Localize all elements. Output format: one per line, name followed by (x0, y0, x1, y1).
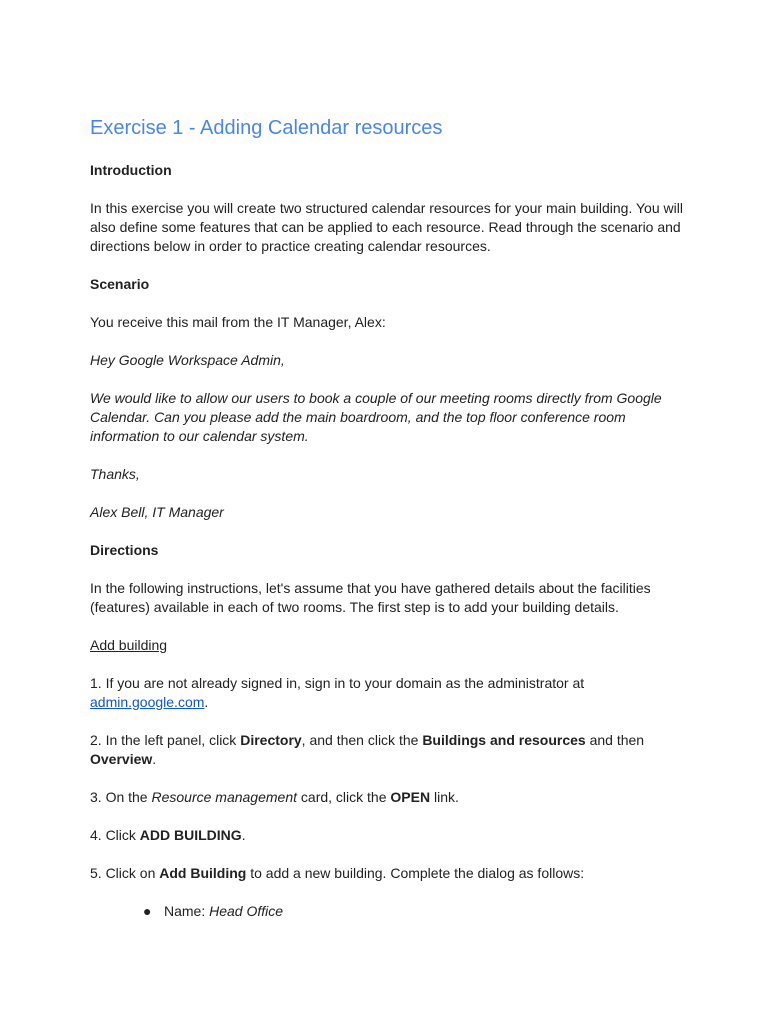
intro-text: In this exercise you will create two structured calendar resources for your main building. You will also define some features that can be applied to each resource. Read through the scenario and directions below in order to practice creating calendar resources. (90, 200, 683, 254)
step-4-c: . (241, 827, 246, 843)
step-2-c: , and then click the (301, 732, 423, 748)
step-5 (90, 864, 690, 883)
step-2-overview: Overview (90, 751, 153, 767)
document-content (90, 116, 690, 921)
step-2-g: . (152, 751, 157, 767)
step-3-e: link. (430, 789, 459, 805)
step-2-e: and then (585, 732, 645, 748)
scenario-lead: You receive this mail from the IT Manager, Alex: (90, 314, 386, 330)
list-item (143, 902, 690, 921)
step-3-a: 3. On the (90, 789, 152, 805)
step-5-c: to add a new building. Complete the dialog as follows: (246, 865, 585, 881)
step-2-a: 2. In the left panel, click (90, 732, 241, 748)
step-4 (90, 826, 690, 845)
intro-heading: Introduction (90, 162, 172, 178)
add-building-subheading-text: Add building (90, 637, 168, 653)
step-3-c: card, click the (297, 789, 391, 805)
page-title: Exercise 1 - Adding Calendar resources (90, 117, 443, 139)
step-4-add-building: ADD BUILDING (139, 827, 242, 843)
step-1 (90, 674, 690, 712)
add-building-subheading (90, 636, 690, 655)
step-4-a: 4. Click (90, 827, 140, 843)
email-thanks: Thanks, (90, 466, 140, 482)
bullet-icon: ● (143, 903, 152, 919)
step-3-card: Resource management (151, 789, 298, 805)
bullet-label: Name: (164, 903, 210, 919)
directions-text: In the following instructions, let's assume that you have gathered details about the facilities (features) available in each of two rooms. The first step is to add your building details. (90, 580, 651, 615)
step-2-buildings: Buildings and resources (422, 732, 586, 748)
email-body: We would like to allow our users to book a couple of our meeting rooms directly from Google Calendar. Can you please add the main boardroom, and the top floor conference room information to our calendar system. (90, 390, 662, 444)
admin-console-link[interactable]: admin.google.com (90, 694, 205, 710)
step-3-open: OPEN (390, 789, 431, 805)
step-1-text: 1. If you are not already signed in, sign in to your domain as the administrator at (90, 675, 585, 691)
step-3 (90, 788, 690, 807)
building-fields-list (90, 902, 690, 921)
email-signature: Alex Bell, IT Manager (90, 504, 224, 520)
step-5-add-building: Add Building (159, 865, 247, 881)
bullet-value: Head Office (209, 903, 284, 919)
step-5-a: 5. Click on (90, 865, 160, 881)
step-1-end: . (204, 694, 209, 710)
step-2 (90, 731, 690, 769)
email-greeting: Hey Google Workspace Admin, (90, 352, 285, 368)
step-2-directory: Directory (240, 732, 302, 748)
directions-heading: Directions (90, 542, 159, 558)
scenario-heading: Scenario (90, 276, 150, 292)
